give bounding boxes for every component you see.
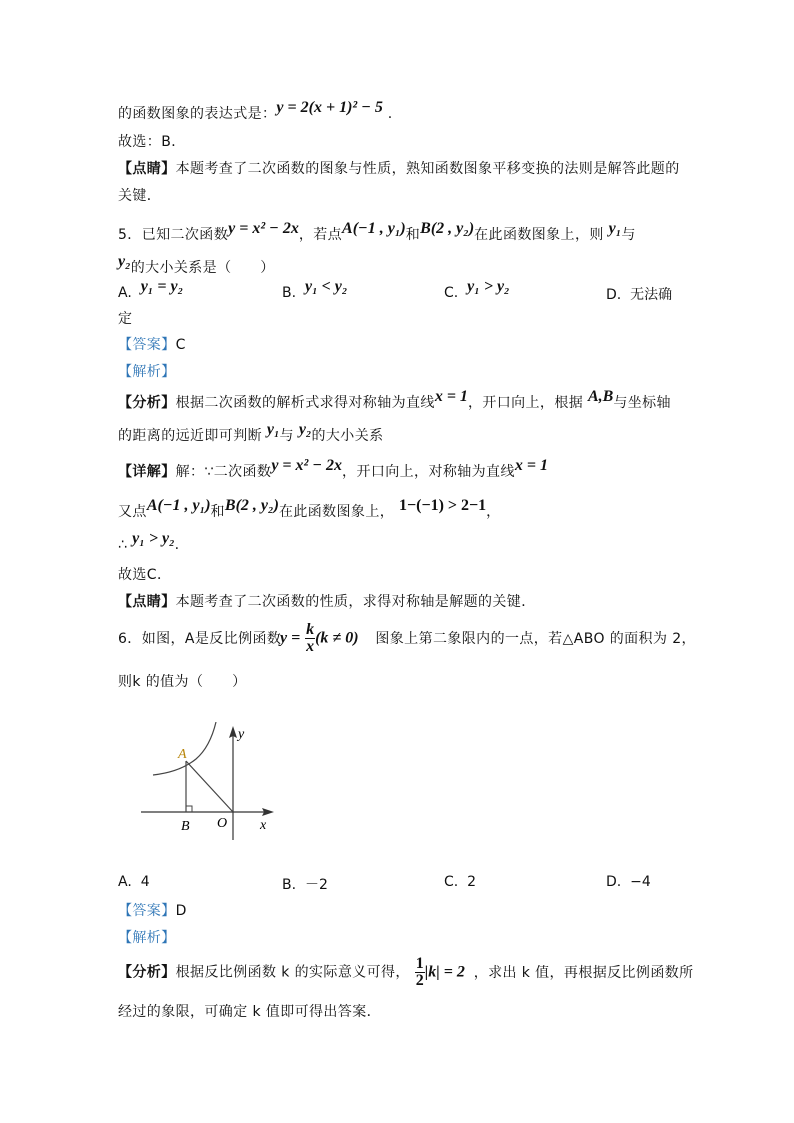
text: ，求出 k 值，再根据反比例函数所: [473, 964, 694, 981]
option-a: [118, 874, 150, 890]
denominator: x: [306, 638, 315, 655]
prev-comment-cont: 关键．: [118, 188, 162, 204]
option-a: [118, 278, 184, 302]
q5-analysis-tag: 【解析】: [118, 364, 176, 380]
q5-stem-cont: [118, 253, 275, 277]
text: ，开口向上，根据: [467, 395, 584, 411]
option-label: B.: [282, 877, 297, 893]
answer-tag: 【答案】: [118, 903, 176, 919]
text: 6．如图，A是反比例函数: [118, 630, 282, 647]
math-expression: A(−1 , y₁): [146, 497, 211, 514]
option-label: A.: [118, 285, 132, 301]
option-label: C.: [444, 285, 459, 301]
numerator: k: [306, 621, 315, 638]
option-c: [444, 874, 476, 890]
math-expression: B(2 , y₂): [420, 220, 475, 237]
text: 本题考查了二次函数的性质，求得对称轴是解题的关键．: [175, 594, 536, 610]
label-o: O: [217, 816, 228, 831]
q6-stem-cont: 则k 的值为（ ）: [118, 674, 247, 690]
answer-tag: 【答案】: [118, 337, 176, 353]
prev-choice: 故选：B．: [118, 134, 186, 150]
math-expression: x = 1: [434, 388, 468, 405]
denominator: 2: [415, 972, 424, 989]
therefore-symbol: ∴: [118, 537, 128, 553]
text: 与: [279, 428, 294, 444]
q5-answer: [118, 334, 186, 354]
text: ，: [486, 504, 501, 520]
label-y: y: [238, 727, 245, 742]
text: 与坐标轴: [613, 395, 671, 411]
math-expression: B(2 , y₂): [224, 497, 279, 514]
q5-dianjing: [118, 591, 536, 611]
q6-analysis-tag: 【解析】: [118, 930, 176, 946]
label-x: x: [260, 818, 267, 833]
prev-expression-line: [118, 99, 393, 123]
fenxi-tag: 【分析】: [118, 964, 176, 981]
option-value: y₁ > y₂: [467, 278, 510, 295]
text: ，开口向上，对称轴为直线: [342, 464, 515, 480]
prev-comment: [118, 158, 680, 178]
text: 本题考查了二次函数的图象与性质，熟知函数图象平移变换的法则是解答此题的: [175, 161, 680, 177]
right-angle-mark: [186, 806, 192, 812]
option-b: [282, 874, 328, 894]
math-expression: y = x² − 2x: [271, 457, 343, 474]
answer-value: C: [175, 337, 186, 353]
text: 解：∵二次函数: [175, 464, 272, 480]
math-expression: y₂: [118, 253, 131, 270]
option-label: D.: [606, 874, 622, 890]
math-expression: y = 2(x + 1)² − 5: [276, 99, 383, 116]
text: 在此函数图象上，则: [474, 227, 604, 243]
option-c: [444, 278, 510, 302]
text: 的函数图象的表达式是：: [118, 106, 277, 122]
fenxi-tag: 【分析】: [118, 395, 176, 411]
option-value: y₁ = y₂: [140, 278, 184, 295]
math-expression: y = x² − 2x: [228, 220, 299, 237]
text: 的大小关系是（ ）: [130, 260, 275, 276]
math-expression: A,B: [588, 388, 614, 405]
option-label: D.: [606, 287, 622, 303]
option-d-wrap: 定: [118, 311, 133, 327]
option-b: [282, 278, 348, 302]
fraction: [305, 622, 315, 655]
q6-fenxi: [118, 956, 694, 989]
option-value: y₁ < y₂: [304, 278, 348, 295]
text: ，若点: [298, 227, 343, 243]
text: 5．已知二次函数: [118, 227, 229, 243]
option-value: －2: [304, 877, 328, 893]
option-value: 无法确: [630, 287, 673, 303]
math-expression: y₂: [298, 421, 312, 438]
option-d: [606, 874, 651, 890]
text: 与: [621, 227, 636, 243]
xiangjie-tag: 【详解】: [118, 464, 176, 480]
option-value: −4: [630, 874, 651, 890]
label-b: B: [181, 819, 190, 834]
option-label: A.: [118, 874, 132, 890]
text: 和: [210, 504, 225, 520]
q5-fenxi-cont: [118, 421, 384, 445]
text: 根据二次函数的解析式求得对称轴为直线: [175, 395, 435, 411]
option-value: 2: [467, 874, 477, 890]
math-expression: y =: [280, 629, 301, 647]
math-expression: (k ≠ 0): [315, 629, 359, 647]
text: 的大小关系: [311, 428, 384, 444]
text: 根据反比例函数 k 的实际意义可得，: [175, 964, 410, 981]
option-d: [606, 284, 672, 304]
text: 和: [405, 227, 421, 243]
text: 在此函数图象上，: [278, 504, 395, 520]
text: 图象上第二象限内的一点，若△ABO 的面积为 2，: [375, 630, 696, 647]
dianjing-tag: 【点睛】: [118, 594, 176, 610]
math-expression: x = 1: [514, 457, 548, 474]
math-expression: y₁: [608, 220, 622, 237]
q5-xiangjie-3: [118, 530, 180, 554]
text: .: [387, 106, 393, 122]
math-expression: 1−(−1) > 2−1: [399, 497, 487, 514]
math-expression: y₁: [266, 421, 280, 438]
q5-stem: [118, 220, 636, 244]
q6-answer: [118, 900, 187, 920]
q5-fenxi: [118, 388, 671, 412]
comment-tag: 【点睛】: [118, 161, 176, 177]
segment-ao: [186, 761, 233, 812]
label-a: A: [178, 747, 187, 762]
q6-fenxi-cont: 经过的象限，可确定 k 值即可得出答案．: [118, 1004, 382, 1020]
option-label: C.: [444, 874, 459, 890]
q6-stem: [118, 622, 696, 655]
numerator: 1: [415, 955, 424, 972]
math-expression: A(−1 , y₁): [342, 220, 406, 237]
q5-choice: 故选C．: [118, 567, 172, 583]
answer-value: D: [175, 903, 187, 919]
text: 的距离的远近即可判断: [118, 428, 262, 444]
text: 又点: [118, 504, 147, 520]
text: .: [174, 537, 180, 553]
option-value: 4: [140, 874, 150, 890]
math-expression: y₁ > y₂: [132, 530, 175, 547]
fraction: [415, 956, 425, 989]
q5-xiangjie-2: [118, 497, 501, 521]
math-expression: |k| = 2: [424, 963, 465, 981]
q5-xiangjie: [118, 457, 548, 481]
q6-figure: [140, 722, 280, 842]
option-label: B.: [282, 285, 297, 301]
